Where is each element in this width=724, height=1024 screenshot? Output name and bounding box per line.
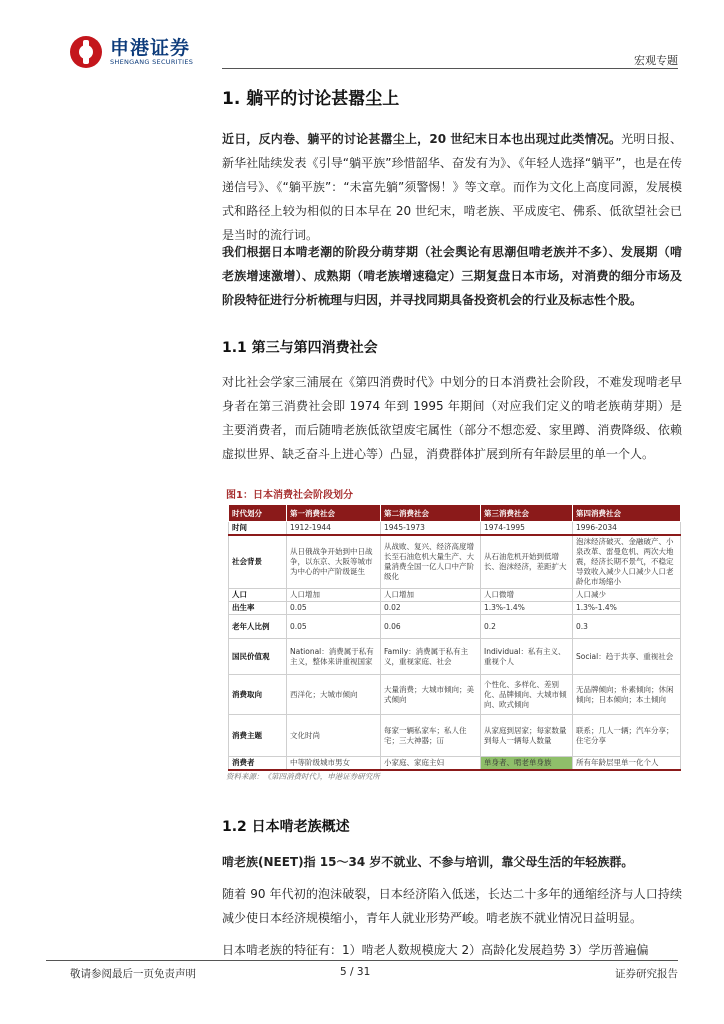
table-cell: 小家庭、家庭主妇 xyxy=(381,757,481,771)
header-divider xyxy=(222,68,678,69)
table-header-cell: 第一消费社会 xyxy=(287,505,381,522)
table-cell: 1912-1944 xyxy=(287,522,381,536)
table-cell: 从家庭到居家；每家数量到每人一辆每人数量 xyxy=(481,715,573,757)
table-cell: 人口微增 xyxy=(481,589,573,602)
table-row xyxy=(229,757,681,771)
table-cell: 人口增加 xyxy=(287,589,381,602)
table-row xyxy=(229,589,681,602)
section-heading: 1. 躺平的讨论甚嚣尘上 xyxy=(222,89,400,109)
logo-icon xyxy=(70,36,102,68)
table-cell: 联系；几人一辆；汽车分享；住宅分享 xyxy=(573,715,681,757)
table-row-label: 老年人比例 xyxy=(229,615,287,639)
method-paragraph: 我们根据日本啃老潮的阶段分萌芽期（社会舆论有思潮但啃老族并不多）、发展期（啃老族增速激增）、成熟期（啃老族增速稳定）三期复盘日本市场，对消费的细分市场及阶段特征进行分析梳理与归因，并寻找同期具备投资机会的行业及标志性个股。 xyxy=(222,245,682,307)
table-cell: 从战败、复兴、经济高度增长至石油危机大量生产、大量消费全国一亿人口中产阶级化 xyxy=(381,535,481,589)
footer-report-type: 证券研究报告 xyxy=(615,968,678,980)
table-cell: 1996-2034 xyxy=(573,522,681,536)
table-cell: 西洋化；大城市倾向 xyxy=(287,675,381,715)
table-cell: 泡沫经济破灭、金融破产、小泉改革、雷曼危机、两次大地震，经济长期不景气，不稳定导致收入减少人口减少人口老龄化市场缩小 xyxy=(573,535,681,589)
table-cell: 1945-1973 xyxy=(381,522,481,536)
table-cell: 0.02 xyxy=(381,602,481,615)
table-row-label: 社会背景 xyxy=(229,535,287,589)
footer-disclaimer: 敬请参阅最后一页免责声明 xyxy=(70,968,196,980)
table-cell: 0.3 xyxy=(573,615,681,639)
table-header-cell: 第二消费社会 xyxy=(381,505,481,522)
consumer-society-paragraph: 对比社会学家三浦展在《第四消费时代》中划分的日本消费社会阶段，不难发现啃老早身者在第三消费社会即 1974 年到 1995 年期间（对应我们定义的啃老族萌芽期）是主要消费者，而后随啃老族低欲望废宅属性（部分不想恋爱、家里蹲、消费降级、依赖虚拟世界、缺乏奋斗上进心等）凸显，消费群体扩展到所有年龄层里的单一个人。 xyxy=(222,375,682,461)
table-cell: 0.2 xyxy=(481,615,573,639)
intro-body: 光明日报、新华社陆续发表《引导“躺平族”珍惜韶华、奋发有为》、《年轻人选择“躺平”，也是在传递信号》、《“躺平族”：“未富先躺”须警惕！》等文章。而作为文化上高度同源，发展模式和路径上较为相似的日本早在 20 世纪末，啃老族、平成废宅、佛系、低欲望社会已是当时的流行词。 xyxy=(222,132,682,242)
table-cell: Social：趋于共享、重视社会 xyxy=(573,639,681,675)
table-cell: 人口减少 xyxy=(573,589,681,602)
table-cell: 所有年龄层里单一化个人 xyxy=(573,757,681,771)
table-cell: 0.05 xyxy=(287,615,381,639)
table-cell: 0.05 xyxy=(287,602,381,615)
figure-source: 资料来源：《第四消费时代》，申港证券研究所 xyxy=(226,772,380,781)
neet-definition: 啃老族(NEET)指 15～34 岁不就业、不参与培训，靠父母生活的年轻族群。 xyxy=(222,855,634,869)
table-cell: 人口增加 xyxy=(381,589,481,602)
table-cell: 无品牌倾向；朴素倾向；休闲倾向；日本倾向；本土倾向 xyxy=(573,675,681,715)
table-cell: 个性化、多样化、差别化、品牌倾向、大城市倾向、欧式倾向 xyxy=(481,675,573,715)
table-cell: Individual：私有主义、重视个人 xyxy=(481,639,573,675)
table-row xyxy=(229,602,681,615)
table-row-label: 出生率 xyxy=(229,602,287,615)
figure-title: 图1：日本消费社会阶段划分 xyxy=(226,490,353,501)
table-row-label: 时间 xyxy=(229,522,287,536)
subsection-heading-1-1: 1.1 第三与第四消费社会 xyxy=(222,340,378,356)
intro-lead: 近日，反内卷、躺平的讨论甚嚣尘上，20 世纪末日本也出现过此类情况。 xyxy=(222,132,622,146)
footer-divider xyxy=(46,960,678,961)
section-label: 宏观专题 xyxy=(634,54,678,67)
table-cell: National：消费属于私有主义，整体来讲重视国家 xyxy=(287,639,381,675)
table-row-label: 消费者 xyxy=(229,757,287,771)
table-cell: 1.3%-1.4% xyxy=(481,602,573,615)
table-header-cell: 时代划分 xyxy=(229,505,287,522)
table-cell: 每家一辆私家车；私人住宅；三大神器；冚 xyxy=(381,715,481,757)
table-row-label: 消费取向 xyxy=(229,675,287,715)
subsection-heading-1-2: 1.2 日本啃老族概述 xyxy=(222,819,350,835)
table-row xyxy=(229,535,681,589)
neet-background-paragraph: 随着 90 年代初的泡沫破裂，日本经济陷入低迷，长达二十多年的通缩经济与人口持续减少使日本经济规模缩小，青年人就业形势严峻。啃老族不就业情况日益明显。 xyxy=(222,887,682,925)
table-header-row xyxy=(229,505,681,522)
table-row-label: 人口 xyxy=(229,589,287,602)
table-cell: 从石油危机开始到低增长、泡沫经济，差距扩大 xyxy=(481,535,573,589)
brand-logo xyxy=(70,36,193,68)
table-cell: 1.3%-1.4% xyxy=(573,602,681,615)
page-number: 5 / 31 xyxy=(340,966,371,978)
neet-traits-paragraph: 日本啃老族的特征有：1）啃老人数规模庞大 2）高龄化发展趋势 3）学历普遍偏 xyxy=(222,943,649,957)
table-cell: 0.06 xyxy=(381,615,481,639)
table-cell: 单身者、啃老单身族 xyxy=(481,757,573,771)
table-row xyxy=(229,675,681,715)
table-row xyxy=(229,715,681,757)
table-row xyxy=(229,639,681,675)
table-header-cell: 第三消费社会 xyxy=(481,505,573,522)
table-cell: Family：消费属于私有主义，重视家庭、社会 xyxy=(381,639,481,675)
table-row xyxy=(229,615,681,639)
intro-paragraph xyxy=(222,127,682,247)
table-cell: 1974-1995 xyxy=(481,522,573,536)
table-cell: 中等阶级城市男女 xyxy=(287,757,381,771)
logo-name-cn: 申港证券 xyxy=(110,37,191,59)
logo-name-en: SHENGANG SECURITIES xyxy=(110,58,194,66)
table-row xyxy=(229,522,681,536)
table-header-cell: 第四消费社会 xyxy=(573,505,681,522)
table-cell: 文化时尚 xyxy=(287,715,381,757)
table-cell: 大量消费；大城市倾向；美式倾向 xyxy=(381,675,481,715)
table-cell: 从日俄战争开始到中日战争，以东京、大阪等城市为中心的中产阶级诞生 xyxy=(287,535,381,589)
consumer-society-table xyxy=(228,504,681,771)
table-row-label: 消费主题 xyxy=(229,715,287,757)
table-row-label: 国民价值观 xyxy=(229,639,287,675)
